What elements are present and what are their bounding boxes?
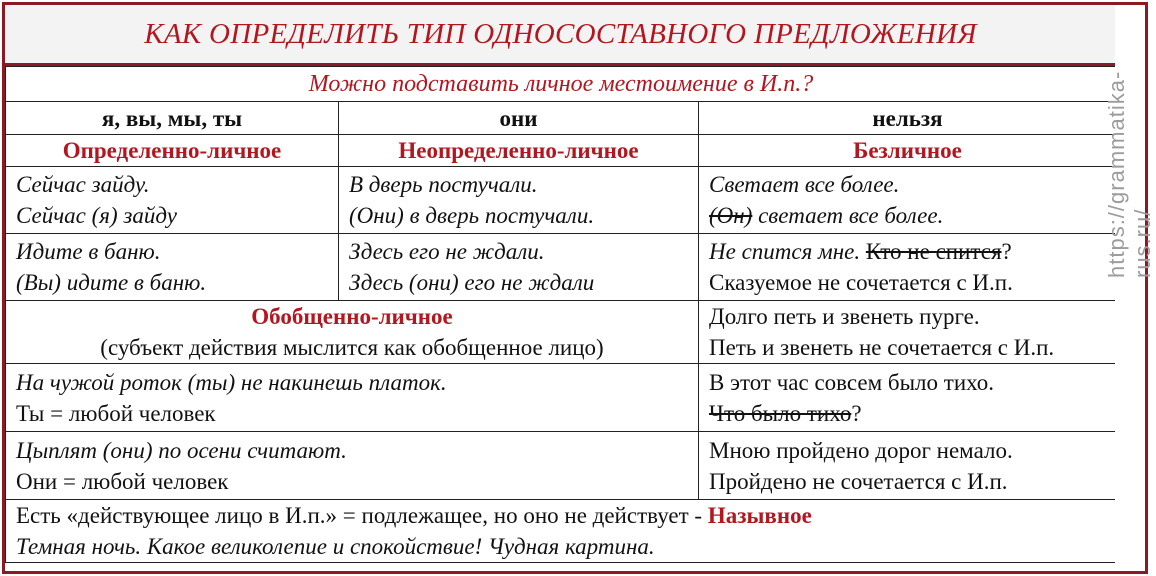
- example-line: Ты = любой человек: [16, 400, 216, 426]
- struck-question: Кто не спится: [865, 239, 1002, 264]
- generalized-description: (субъект действия мыслится как обобщенное лицо): [100, 335, 604, 360]
- question-text: Можно подставить личное местоимение в И.п.?: [6, 67, 1117, 102]
- example-cell: [339, 167, 699, 234]
- example-line: Сейчас зайду.: [16, 172, 150, 197]
- question-row: [6, 67, 1117, 102]
- example-line: (Вы) идите в баню.: [16, 270, 207, 295]
- example-line: Мною пройдено дорог немало.: [709, 437, 1013, 463]
- example-cell: [6, 364, 699, 432]
- example-line: Пройдено не сочетается с И.п.: [709, 468, 1008, 494]
- struck-pronoun: (Он): [709, 203, 753, 228]
- question-mark: ?: [851, 400, 862, 426]
- example-line: На чужой роток (ты) не накинешь платок.: [16, 369, 447, 395]
- example-line: Петь и звенеть не сочетается с И.п.: [709, 335, 1055, 360]
- example-line: [709, 236, 1106, 267]
- example-line: Светает все более.: [709, 172, 900, 197]
- example-line: В этот час совсем было тихо.: [709, 369, 994, 395]
- example-line: Они = любой человек: [16, 468, 229, 494]
- watermark-strip: [1104, 5, 1155, 571]
- question-mark: ?: [1001, 239, 1012, 264]
- example-line: (Они) в дверь постучали.: [349, 203, 595, 228]
- pronoun-header-row: [6, 102, 1117, 135]
- example-text: Не спится мне.: [709, 239, 866, 264]
- generalized-personal-cell: [6, 301, 699, 364]
- example-cell: [699, 234, 1117, 301]
- type-nominative: Назывное: [707, 503, 812, 528]
- example-line: Долго петь и звенеть пурге.: [709, 304, 980, 329]
- example-cell: [699, 301, 1117, 364]
- type-definite-personal: Определенно-личное: [6, 135, 339, 167]
- example-text: светает все более.: [752, 203, 944, 228]
- example-line: [16, 500, 1106, 531]
- watermark-url: https://grammatika-rus.ru/: [1104, 70, 1155, 278]
- rule-table-frame: [2, 2, 1155, 574]
- nominative-cell: [6, 500, 1117, 563]
- table-row: [6, 364, 1117, 432]
- table-row: [6, 432, 1117, 500]
- nominative-rule: Есть «действующее лицо в И.п.» = подлежащее, но оно не действует -: [16, 503, 708, 528]
- example-cell: [6, 167, 339, 234]
- example-cell: [699, 167, 1117, 234]
- type-indefinite-personal: Неопределенно-личное: [339, 135, 699, 167]
- type-impersonal: Безличное: [699, 135, 1117, 167]
- struck-question: Что было тихо: [709, 400, 852, 426]
- sentence-type-table: [5, 66, 1117, 563]
- example-cell: [699, 364, 1117, 432]
- pronoun-header-2: они: [339, 102, 699, 135]
- example-cell: [339, 234, 699, 301]
- table-row: [6, 234, 1117, 301]
- example-cell: [6, 432, 699, 500]
- example-line: Здесь его не ждали.: [349, 239, 545, 264]
- example-cell: [6, 234, 339, 301]
- type-header-row: [6, 135, 1117, 167]
- example-line: [709, 200, 1106, 231]
- example-cell: [699, 432, 1117, 500]
- example-line: Идите в баню.: [16, 239, 161, 264]
- pronoun-header-1: я, вы, мы, ты: [6, 102, 339, 135]
- pronoun-header-3: нельзя: [699, 102, 1117, 135]
- example-line: Цыплят (они) по осени считают.: [16, 437, 347, 463]
- table-row: [6, 167, 1117, 234]
- page-title: КАК ОПРЕДЕЛИТЬ ТИП ОДНОСОСТАВНОГО ПРЕДЛОЖЕНИЯ: [5, 5, 1116, 66]
- table-row: [6, 500, 1117, 563]
- example-line: [709, 398, 1106, 429]
- table-row: [6, 301, 1117, 364]
- example-line: Темная ночь. Какое великолепие и спокойствие! Чудная картина.: [16, 534, 655, 559]
- type-generalized-personal: Обобщенно-личное: [251, 304, 453, 329]
- example-line: Сказуемое не сочетается с И.п.: [709, 270, 1013, 295]
- example-line: В дверь постучали.: [349, 172, 538, 197]
- example-line: Сейчас (я) зайду: [16, 203, 177, 228]
- example-line: Здесь (они) его не ждали: [349, 270, 595, 295]
